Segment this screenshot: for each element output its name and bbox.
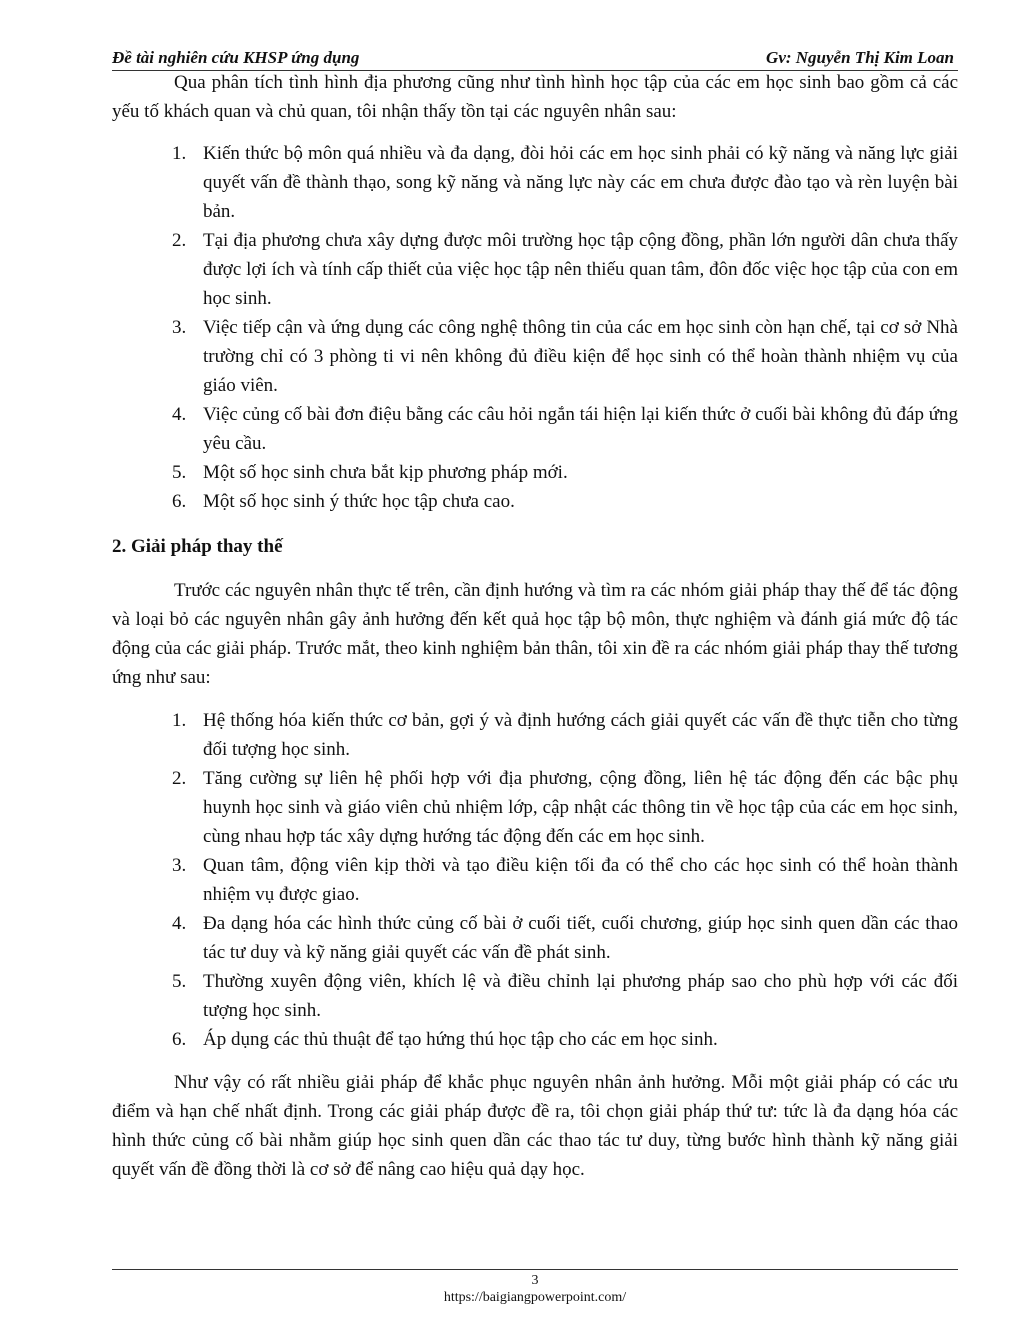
intro-paragraph: Qua phân tích tình hình địa phương cũng như tình hình học tập của các em học sinh bao gồm cả các yếu tố khách quan và chủ quan, tôi nhận thấy tồn tại các nguyên nhân sau: bbox=[112, 72, 958, 122]
list-item-text: Hệ thống hóa kiến thức cơ bản, gợi ý và định hướng cách giải quyết các vấn đề thực tiễn cho từng đối tượng học sinh. bbox=[203, 710, 958, 760]
section-heading: 2. Giải pháp thay thế bbox=[112, 536, 283, 557]
causes-list bbox=[112, 139, 958, 516]
list-item-number: 6. bbox=[172, 1029, 187, 1050]
list-item-number: 5. bbox=[172, 462, 187, 483]
list-item-number: 4. bbox=[172, 404, 187, 425]
list-item-text: Thường xuyên động viên, khích lệ và điều chỉnh lại phương pháp sao cho phù hợp với các đối tượng học sinh. bbox=[203, 971, 958, 1021]
list-item-text: Việc tiếp cận và ứng dụng các công nghệ thông tin của các em học sinh còn hạn chế, tại cơ sở Nhà trường chỉ có 3 phòng ti vi nên không đủ điều kiện để học sinh có thể hoàn thành nhiệm vụ của giáo viên. bbox=[203, 317, 958, 396]
list-item-text: Một số học sinh chưa bắt kịp phương pháp mới. bbox=[203, 462, 568, 483]
conclusion-paragraph: Như vậy có rất nhiều giải pháp để khắc phục nguyên nhân ảnh hưởng. Mỗi một giải pháp có các ưu điểm và hạn chế nhất định. Trong các giải pháp được đề ra, tôi chọn giải pháp thứ tư: tức là đa dạng hóa các hình thức củng cố bài nhằm giúp học sinh quen dần các thao tác tư duy, từng bước hình thành kỹ năng giải quyết vấn đề đồng thời là cơ sở để nâng cao hiệu quả dạy học. bbox=[112, 1072, 958, 1180]
list-item-number: 3. bbox=[172, 317, 187, 338]
list-item bbox=[112, 909, 958, 967]
list-item-text: Áp dụng các thủ thuật để tạo hứng thú học tập cho các em học sinh. bbox=[203, 1029, 718, 1050]
list-item bbox=[112, 764, 958, 851]
list-item-text: Kiến thức bộ môn quá nhiều và đa dạng, đòi hỏi các em học sinh phải có kỹ năng và năng lực giải quyết vấn đề thành thạo, song kỹ năng và năng lực này các em chưa được đào tạo và rèn luyện bài bản. bbox=[203, 143, 958, 222]
list-item bbox=[112, 400, 958, 458]
solutions-intro-paragraph: Trước các nguyên nhân thực tế trên, cần định hướng và tìm ra các nhóm giải pháp thay thế để tác động và loại bỏ các nguyên nhân gây ảnh hưởng đến kết quả học tập bộ môn, thực nghiệm và đánh giá mức độ tác động của các giải pháp. Trước mắt, theo kinh nghiệm bản thân, tôi xin đề ra các nhóm giải pháp thay thế tương ứng như sau: bbox=[112, 580, 958, 688]
list-item bbox=[112, 458, 958, 487]
list-item bbox=[112, 313, 958, 400]
list-item-number: 3. bbox=[172, 855, 187, 876]
list-item bbox=[112, 967, 958, 1025]
list-item-text: Quan tâm, động viên kịp thời và tạo điều kiện tối đa có thể cho các học sinh có thể hoàn thành nhiệm vụ được giao. bbox=[203, 855, 958, 905]
list-item bbox=[112, 706, 958, 764]
list-item-text: Việc củng cố bài đơn điệu bằng các câu hỏi ngắn tái hiện lại kiến thức ở cuối bài không đủ đáp ứng yêu cầu. bbox=[203, 404, 958, 454]
list-item-number: 1. bbox=[172, 143, 187, 164]
list-item-text: Tại địa phương chưa xây dựng được môi trường học tập cộng đồng, phần lớn người dân chưa thấy được lợi ích và tính cấp thiết của việc học tập nên thiếu quan tâm, đôn đốc việc học tập của con em học sinh. bbox=[203, 230, 958, 309]
list-item-number: 5. bbox=[172, 971, 187, 992]
list-item-text: Đa dạng hóa các hình thức củng cố bài ở cuối tiết, cuối chương, giúp học sinh quen dần các thao tác tư duy và kỹ năng giải quyết các vấn đề phát sinh. bbox=[203, 913, 958, 963]
page-number: 3 bbox=[531, 1273, 539, 1288]
list-item-number: 4. bbox=[172, 913, 187, 934]
page-footer bbox=[112, 1269, 958, 1306]
list-item bbox=[112, 1025, 958, 1054]
list-item-text: Một số học sinh ý thức học tập chưa cao. bbox=[203, 491, 515, 512]
list-item bbox=[112, 487, 958, 516]
document-body bbox=[112, 68, 958, 1184]
list-item-number: 2. bbox=[172, 230, 187, 251]
header-author: Gv: Nguyễn Thị Kim Loan bbox=[766, 48, 954, 67]
header-title: Đề tài nghiên cứu KHSP ứng dụng bbox=[112, 48, 360, 67]
solutions-list bbox=[112, 706, 958, 1054]
list-item bbox=[112, 851, 958, 909]
footer-url[interactable]: https://baigiangpowerpoint.com/ bbox=[443, 1290, 627, 1305]
list-item-number: 1. bbox=[172, 710, 187, 731]
list-item-text: Tăng cường sự liên hệ phối hợp với địa phương, cộng đồng, liên hệ tác động đến các bậc phụ huynh học sinh và giáo viên chủ nhiệm lớp, cập nhật các thông tin về học tập của các em học sinh, cùng nhau hợp tác xây dựng hướng tác động đến các em học sinh. bbox=[203, 768, 958, 847]
list-item bbox=[112, 139, 958, 226]
list-item bbox=[112, 226, 958, 313]
list-item-number: 2. bbox=[172, 768, 187, 789]
list-item-number: 6. bbox=[172, 491, 187, 512]
